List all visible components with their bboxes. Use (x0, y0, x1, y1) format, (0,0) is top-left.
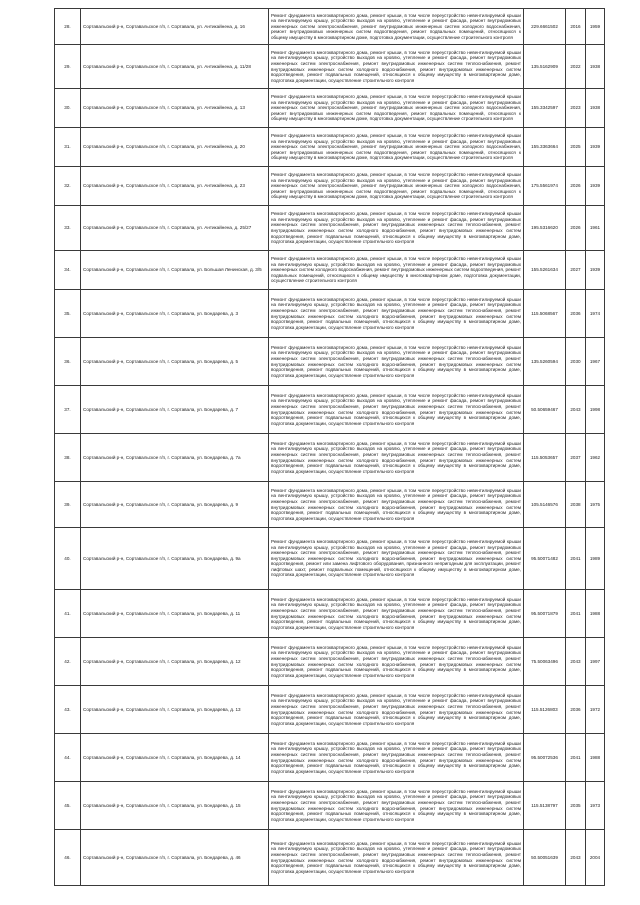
row-build-year: 1939 (586, 251, 605, 290)
row-address: Сортавальский р-н, Сортавальское г/п, г. Сортавала, ул. Антикайнена, д. 23 (81, 167, 269, 206)
table-row (55, 45, 605, 89)
row-build-year: 1974 (586, 290, 605, 338)
row-works: Ремонт фундамента многоквартирного дома, ремонт крыши, в том числе переустройство невентилируемой крыши на вентилируемую крышу, устройство выходов на кровлю, утепление и ремонт фасада, ремонт внутридомовых инженерных систем электроснабжения, ремонт внутридомовых инженерных систем холодного водоснабжения, ремонт внутридомовых инженерных систем водоотведения, ремонт подвальных помещений, относящихся к общему имуществу в многоквартирном доме, подготовка документации, осуществление строительного контроля (269, 167, 524, 206)
row-area: 155.5261634 (524, 251, 566, 290)
row-build-year: 1959 (586, 9, 605, 45)
row-area: 95.50071482 (524, 528, 566, 590)
row-address: Сортавальский р-н, Сортавальское г/п, г. Сортавала, ул. Большая Ленинская, д. 3/5 (81, 251, 269, 290)
row-plan-year: 2027 (566, 251, 586, 290)
table-row (55, 206, 605, 251)
row-number: 44. (55, 734, 81, 782)
row-number: 43. (55, 686, 81, 734)
row-works: Ремонт фундамента многоквартирного дома, ремонт крыши, в том числе переустройство невентилируемой крыши на вентилируемую крышу, устройство выходов на кровлю, утепление и ремонт фасада, ремонт внутридомовых инженерных систем электроснабжения, ремонт внутридомовых инженерных систем теплоснабжения, ремонт внутридомовых инженерных систем холодного водоснабжения, ремонт внутридомовых инженерных систем водоотведения, ремонт или замена лифтового оборудования, признанного непригодным для эксплуатации, ремонт лифтовых шахт, ремонт подвальных помещений, относящихся к общему имуществу в многоквартирном доме, подготовка документации, осуществление строительного контроля (269, 528, 524, 590)
row-works: Ремонт фундамента многоквартирного дома, ремонт крыши, в том числе переустройство невентилируемой крыши на вентилируемую крышу, устройство выходов на кровлю, утепление и ремонт фасада, ремонт внутридомовых инженерных систем электроснабжения, ремонт внутридомовых инженерных систем холодного водоснабжения, ремонт внутридомовых инженерных систем водоотведения, ремонт подвальных помещений, относящихся к общему имуществу в многоквартирном доме, подготовка документации, осуществление строительного контроля (269, 9, 524, 45)
row-build-year: 1988 (586, 734, 605, 782)
row-build-year: 1938 (586, 45, 605, 89)
row-area: 155.3342597 (524, 89, 566, 128)
row-address: Сортавальский р-н, Сортавальское г/п, г. Сортавала, ул. Бондарева, д. 3 (81, 290, 269, 338)
table-row (55, 686, 605, 734)
row-plan-year: 2036 (566, 686, 586, 734)
row-address: Сортавальский р-н, Сортавальское г/п, г. Сортавала, ул. Антикайнена, д. 20 (81, 128, 269, 167)
row-address: Сортавальский р-н, Сортавальское г/п, г. Сортавала, ул. Бондарева, д. 9 (81, 482, 269, 528)
row-area: 115.5126803 (524, 686, 566, 734)
row-address: Сортавальский р-н, Сортавальское г/п, г. Сортавала, ул. Антикайнена, д. 25/27 (81, 206, 269, 251)
row-build-year: 1975 (586, 482, 605, 528)
row-area: 75.50063496 (524, 638, 566, 686)
row-address: Сортавальский р-н, Сортавальское г/п, г. Сортавала, ул. Бондарева, д. 12 (81, 638, 269, 686)
row-plan-year: 2041 (566, 528, 586, 590)
row-works: Ремонт фундамента многоквартирного дома, ремонт крыши, в том числе переустройство невентилируемой крыши на вентилируемую крышу, устройство выходов на кровлю, утепление и ремонт фасада, ремонт внутридомовых инженерных систем электроснабжения, ремонт внутридомовых инженерных систем теплоснабжения, ремонт внутридомовых инженерных систем холодного водоснабжения, ремонт внутридомовых инженерных систем водоотведения, ремонт подвальных помещений, относящихся к общему имуществу в многоквартирном доме, подготовка документации, осуществление строительного контроля (269, 638, 524, 686)
table-row (55, 590, 605, 638)
row-works: Ремонт фундамента многоквартирного дома, ремонт крыши, в том числе переустройство невентилируемой крыши на вентилируемую крышу, устройство выходов на кровлю, утепление и ремонт фасада, ремонт внутридомовых инженерных систем холодного водоснабжения, ремонт внутридомовых инженерных систем водоотведения, ремонт подвальных помещений, относящихся к общему имуществу в многоквартирном доме, подготовка документации, осуществление строительного контроля (269, 251, 524, 290)
row-address: Сортавальский р-н, Сортавальское г/п, г. Сортавала, ул. Бондарева, д. 11 (81, 590, 269, 638)
row-works: Ремонт фундамента многоквартирного дома, ремонт крыши, в том числе переустройство невентилируемой крыши на вентилируемую крышу, устройство выходов на кровлю, утепление и ремонт фасада, ремонт внутридомовых инженерных систем электроснабжения, ремонт внутридомовых инженерных систем теплоснабжения, ремонт внутридомовых инженерных систем холодного водоснабжения, ремонт внутридомовых инженерных систем водоотведения, ремонт подвальных помещений, относящихся к общему имуществу в многоквартирном доме, подготовка документации, осуществление строительного контроля (269, 386, 524, 434)
table-row (55, 830, 605, 886)
table-row (55, 290, 605, 338)
row-plan-year: 2022 (566, 45, 586, 89)
row-works: Ремонт фундамента многоквартирного дома, ремонт крыши, в том числе переустройство невентилируемой крыши на вентилируемую крышу, устройство выходов на кровлю, утепление и ремонт фасада, ремонт внутридомовых инженерных систем электроснабжения, ремонт внутридомовых инженерных систем теплоснабжения, ремонт внутридомовых инженерных систем холодного водоснабжения, ремонт внутридомовых инженерных систем водоотведения, ремонт подвальных помещений, относящихся к общему имуществу в многоквартирном доме, подготовка документации, осуществление строительного контроля (269, 45, 524, 89)
row-works: Ремонт фундамента многоквартирного дома, ремонт крыши, в том числе переустройство невентилируемой крыши на вентилируемую крышу, устройство выходов на кровлю, утепление и ремонт фасада, ремонт внутридомовых инженерных систем электроснабжения, ремонт внутридомовых инженерных систем теплоснабжения, ремонт внутридомовых инженерных систем холодного водоснабжения, ремонт внутридомовых инженерных систем водоотведения, ремонт подвальных помещений, относящихся к общему имуществу в многоквартирном доме, подготовка документации, осуществление строительного контроля (269, 830, 524, 886)
row-area: 115.5068567 (524, 290, 566, 338)
row-works: Ремонт фундамента многоквартирного дома, ремонт крыши, в том числе переустройство невентилируемой крыши на вентилируемую крышу, устройство выходов на кровлю, утепление и ремонт фасада, ремонт внутридомовых инженерных систем электроснабжения, ремонт внутридомовых инженерных систем теплоснабжения, ремонт внутридомовых инженерных систем холодного водоснабжения, ремонт внутридомовых инженерных систем водоотведения, ремонт подвальных помещений, относящихся к общему имуществу в многоквартирном доме, подготовка документации, осуществление строительного контроля (269, 482, 524, 528)
row-build-year: 1962 (586, 434, 605, 482)
table-row (55, 434, 605, 482)
row-address: Сортавальский р-н, Сортавальское г/п, г. Сортавала, ул. Бондарева, д. 5 (81, 338, 269, 386)
row-build-year: 1972 (586, 686, 605, 734)
row-build-year: 1939 (586, 128, 605, 167)
row-number: 29. (55, 45, 81, 89)
table-row (55, 9, 605, 45)
row-build-year: 1997 (586, 638, 605, 686)
table-row (55, 386, 605, 434)
row-plan-year: 2026 (566, 167, 586, 206)
table-row (55, 251, 605, 290)
row-plan-year: 2043 (566, 638, 586, 686)
table-row (55, 128, 605, 167)
table-body (55, 9, 605, 886)
capital-repair-table (54, 8, 605, 886)
row-address: Сортавальский р-н, Сортавальское г/п, г. Сортавала, ул. Бондарева, д. 7 (81, 386, 269, 434)
row-area: 195.5316620 (524, 206, 566, 251)
row-address: Сортавальский р-н, Сортавальское г/п, г. Сортавала, ул. Бондарева, д. 14 (81, 734, 269, 782)
row-address: Сортавальский р-н, Сортавальское г/п, г. Сортавала, ул. Бондарева, д. 7а (81, 434, 269, 482)
row-number: 38. (55, 434, 81, 482)
table-row (55, 482, 605, 528)
row-works: Ремонт фундамента многоквартирного дома, ремонт крыши, в том числе переустройство невентилируемой крыши на вентилируемую крышу, устройство выходов на кровлю, утепление и ремонт фасада, ремонт внутридомовых инженерных систем электроснабжения, ремонт внутридомовых инженерных систем холодного водоснабжения, ремонт внутридомовых инженерных систем водоотведения, ремонт подвальных помещений, относящихся к общему имуществу в многоквартирном доме, подготовка документации, осуществление строительного контроля (269, 89, 524, 128)
row-plan-year: 2041 (566, 590, 586, 638)
table-row (55, 734, 605, 782)
row-plan-year: 2043 (566, 830, 586, 886)
row-address: Сортавальский р-н, Сортавальское г/п, г. Сортавала, ул. Антикайнена, д. 16 (81, 9, 269, 45)
row-area: 105.5146576 (524, 482, 566, 528)
row-plan-year: 2023 (566, 89, 586, 128)
row-address: Сортавальский р-н, Сортавальское г/п, г. Сортавала, ул. Бондарева, д. 15 (81, 782, 269, 830)
row-build-year: 1961 (586, 206, 605, 251)
row-works: Ремонт фундамента многоквартирного дома, ремонт крыши, в том числе переустройство невентилируемой крыши на вентилируемую крышу, устройство выходов на кровлю, утепление и ремонт фасада, ремонт внутридомовых инженерных систем электроснабжения, ремонт внутридомовых инженерных систем теплоснабжения, ремонт внутридомовых инженерных систем холодного водоснабжения, ремонт внутридомовых инженерных систем водоотведения, ремонт подвальных помещений, относящихся к общему имуществу в многоквартирном доме, подготовка документации, осуществление строительного контроля (269, 206, 524, 251)
row-works: Ремонт фундамента многоквартирного дома, ремонт крыши, в том числе переустройство невентилируемой крыши на вентилируемую крышу, устройство выходов на кровлю, утепление и ремонт фасада, ремонт внутридомовых инженерных систем электроснабжения, ремонт внутридомовых инженерных систем теплоснабжения, ремонт внутридомовых инженерных систем холодного водоснабжения, ремонт внутридомовых инженерных систем водоотведения, ремонт подвальных помещений, относящихся к общему имуществу в многоквартирном доме, подготовка документации, осуществление строительного контроля (269, 590, 524, 638)
row-number: 46. (55, 830, 81, 886)
row-build-year: 2004 (586, 830, 605, 886)
table-row (55, 89, 605, 128)
row-address: Сортавальский р-н, Сортавальское г/п, г. Сортавала, ул. Бондарева, д. 13 (81, 686, 269, 734)
row-number: 31. (55, 128, 81, 167)
row-area: 50.50051639 (524, 830, 566, 886)
row-area: 155.3363664 (524, 128, 566, 167)
row-area: 135.5162909 (524, 45, 566, 89)
row-number: 39. (55, 482, 81, 528)
table-row (55, 782, 605, 830)
row-number: 35. (55, 290, 81, 338)
table-row (55, 338, 605, 386)
row-number: 33. (55, 206, 81, 251)
row-number: 37. (55, 386, 81, 434)
table-row (55, 528, 605, 590)
row-area: 95.50071879 (524, 590, 566, 638)
row-number: 28. (55, 9, 81, 45)
row-address: Сортавальский р-н, Сортавальское г/п, г. Сортавала, ул. Антикайнена, д. 11/28 (81, 45, 269, 89)
row-works: Ремонт фундамента многоквартирного дома, ремонт крыши, в том числе переустройство невентилируемой крыши на вентилируемую крышу, устройство выходов на кровлю, утепление и ремонт фасада, ремонт внутридомовых инженерных систем электроснабжения, ремонт внутридомовых инженерных систем теплоснабжения, ремонт внутридомовых инженерных систем холодного водоснабжения, ремонт внутридомовых инженерных систем водоотведения, ремонт подвальных помещений, относящихся к общему имуществу в многоквартирном доме, подготовка документации, осуществление строительного контроля (269, 686, 524, 734)
row-number: 30. (55, 89, 81, 128)
row-build-year: 1939 (586, 167, 605, 206)
row-build-year: 1973 (586, 782, 605, 830)
row-works: Ремонт фундамента многоквартирного дома, ремонт крыши, в том числе переустройство невентилируемой крыши на вентилируемую крышу, устройство выходов на кровлю, утепление и ремонт фасада, ремонт внутридомовых инженерных систем электроснабжения, ремонт внутридомовых инженерных систем теплоснабжения, ремонт внутридомовых инженерных систем холодного водоснабжения, ремонт внутридомовых инженерных систем водоотведения, ремонт подвальных помещений, относящихся к общему имуществу в многоквартирном доме, подготовка документации, осуществление строительного контроля (269, 782, 524, 830)
row-build-year: 1988 (586, 590, 605, 638)
row-area: 135.5260594 (524, 338, 566, 386)
table-row (55, 638, 605, 686)
row-number: 45. (55, 782, 81, 830)
table-row (55, 167, 605, 206)
row-area: 175.5561974 (524, 167, 566, 206)
row-plan-year: 2035 (566, 782, 586, 830)
row-number: 41. (55, 590, 81, 638)
row-area: 115.5138797 (524, 782, 566, 830)
row-plan-year: 2038 (566, 482, 586, 528)
row-area: 50.50659467 (524, 386, 566, 434)
row-works: Ремонт фундамента многоквартирного дома, ремонт крыши, в том числе переустройство невентилируемой крыши на вентилируемую крышу, устройство выходов на кровлю, утепление и ремонт фасада, ремонт внутридомовых инженерных систем электроснабжения, ремонт внутридомовых инженерных систем холодного водоснабжения, ремонт внутридомовых инженерных систем водоотведения, ремонт подвальных помещений, относящихся к общему имуществу в многоквартирном доме, подготовка документации, осуществление строительного контроля (269, 128, 524, 167)
row-plan-year: 2016 (566, 9, 586, 45)
row-build-year: 1989 (586, 528, 605, 590)
row-works: Ремонт фундамента многоквартирного дома, ремонт крыши, в том числе переустройство невентилируемой крыши на вентилируемую крышу, устройство выходов на кровлю, утепление и ремонт фасада, ремонт внутридомовых инженерных систем электроснабжения, ремонт внутридомовых инженерных систем теплоснабжения, ремонт внутридомовых инженерных систем холодного водоснабжения, ремонт внутридомовых инженерных систем водоотведения, ремонт подвальных помещений, относящихся к общему имуществу в многоквартирном доме, подготовка документации, осуществление строительного контроля (269, 434, 524, 482)
row-area: 95.50072536 (524, 734, 566, 782)
row-number: 40. (55, 528, 81, 590)
row-address: Сортавальский р-н, Сортавальское г/п, г. Сортавала, ул. Антикайнена, д. 13 (81, 89, 269, 128)
row-area: 229.6661502 (524, 9, 566, 45)
row-address: Сортавальский р-н, Сортавальское г/п, г. Сортавала, ул. Бондарева, д. 46 (81, 830, 269, 886)
row-plan-year: 2037 (566, 434, 586, 482)
row-build-year: 1967 (586, 338, 605, 386)
row-number: 36. (55, 338, 81, 386)
row-works: Ремонт фундамента многоквартирного дома, ремонт крыши, в том числе переустройство невентилируемой крыши на вентилируемую крышу, устройство выходов на кровлю, утепление и ремонт фасада, ремонт внутридомовых инженерных систем электроснабжения, ремонт внутридомовых инженерных систем теплоснабжения, ремонт внутридомовых инженерных систем холодного водоснабжения, ремонт внутридомовых инженерных систем водоотведения, ремонт подвальных помещений, относящихся к общему имуществу в многоквартирном доме, подготовка документации, осуществление строительного контроля (269, 290, 524, 338)
row-number: 42. (55, 638, 81, 686)
row-area: 115.5053657 (524, 434, 566, 482)
row-plan-year: 2036 (566, 290, 586, 338)
row-plan-year: 2025 (566, 128, 586, 167)
row-build-year: 1938 (586, 89, 605, 128)
row-build-year: 1998 (586, 386, 605, 434)
row-number: 32. (55, 167, 81, 206)
row-number: 34. (55, 251, 81, 290)
row-plan-year: 2030 (566, 338, 586, 386)
row-address: Сортавальский р-н, Сортавальское г/п, г. Сортавала, ул. Бондарева, д. 9а (81, 528, 269, 590)
row-plan-year: 2026 (566, 206, 586, 251)
row-works: Ремонт фундамента многоквартирного дома, ремонт крыши, в том числе переустройство невентилируемой крыши на вентилируемую крышу, устройство выходов на кровлю, утепление и ремонт фасада, ремонт внутридомовых инженерных систем электроснабжения, ремонт внутридомовых инженерных систем теплоснабжения, ремонт внутридомовых инженерных систем холодного водоснабжения, ремонт внутридомовых инженерных систем водоотведения, ремонт подвальных помещений, относящихся к общему имуществу в многоквартирном доме, подготовка документации, осуществление строительного контроля (269, 338, 524, 386)
row-plan-year: 2043 (566, 386, 586, 434)
row-plan-year: 2041 (566, 734, 586, 782)
row-works: Ремонт фундамента многоквартирного дома, ремонт крыши, в том числе переустройство невентилируемой крыши на вентилируемую крышу, устройство выходов на кровлю, утепление и ремонт фасада, ремонт внутридомовых инженерных систем электроснабжения, ремонт внутридомовых инженерных систем теплоснабжения, ремонт внутридомовых инженерных систем холодного водоснабжения, ремонт внутридомовых инженерных систем водоотведения, ремонт подвальных помещений, относящихся к общему имуществу в многоквартирном доме, подготовка документации, осуществление строительного контроля (269, 734, 524, 782)
